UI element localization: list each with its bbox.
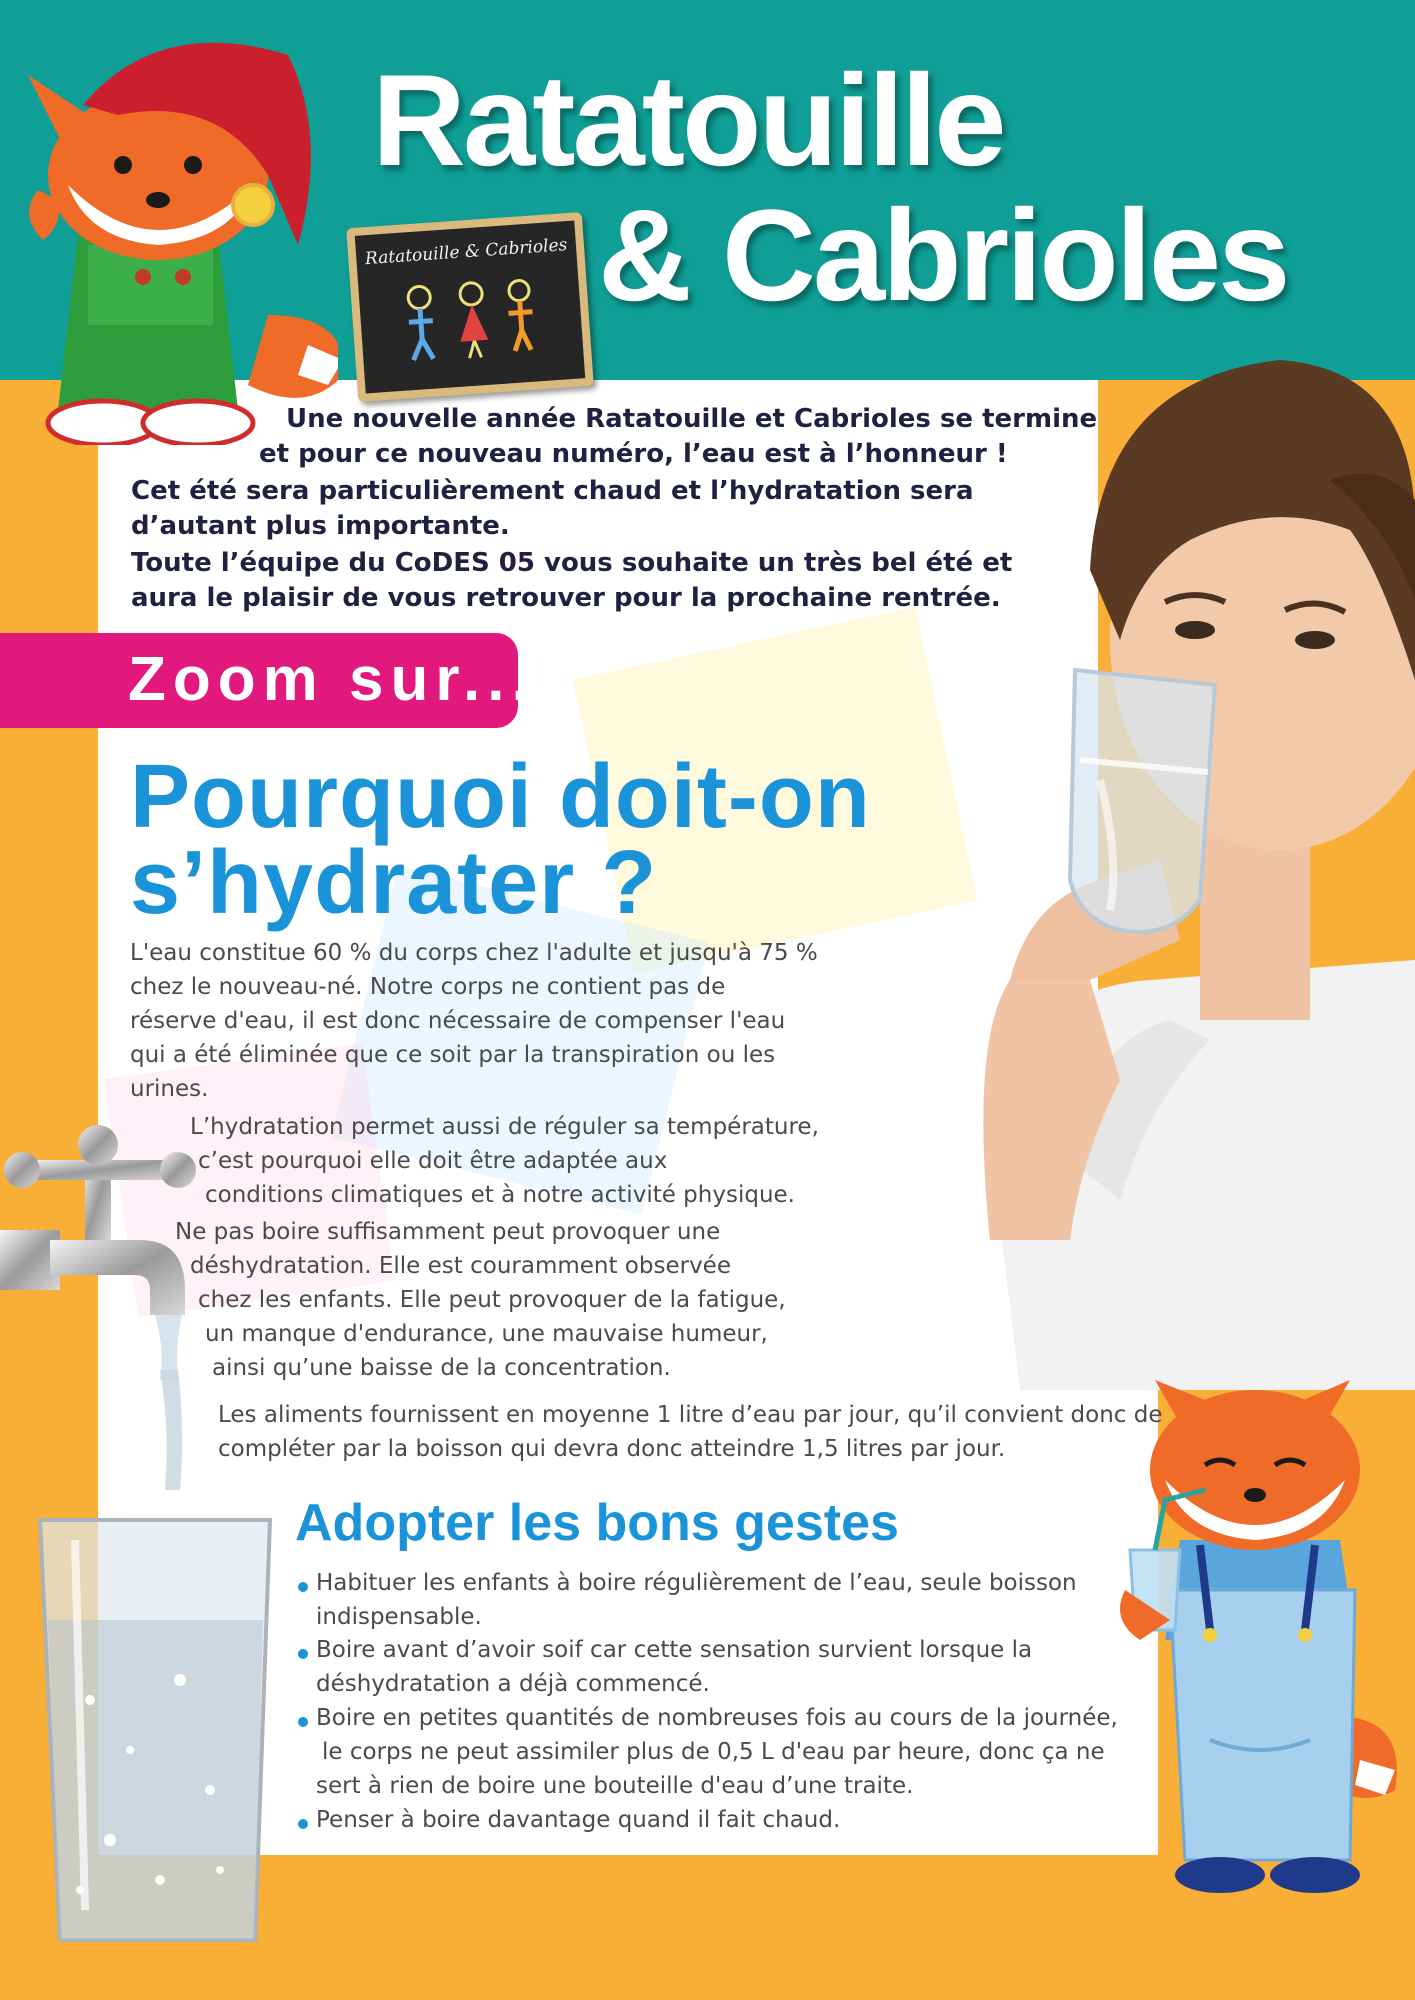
gestures-heading: Adopter les bons gestes: [295, 1494, 899, 1552]
article-title-line2: s’hydrater ?: [130, 833, 658, 933]
boy-drinking-illustration: [950, 340, 1415, 1390]
gesture-item-line: Habituer les enfants à boire régulièrement de l’eau, seule boisson: [316, 1570, 1077, 1596]
article-title-line1: Pourquoi doit-on: [130, 747, 871, 847]
fox-mascot-overalls: [1110, 1340, 1405, 1900]
gesture-item-line: Penser à boire davantage quand il fait chaud.: [316, 1807, 841, 1833]
paragraph-line: L’hydratation permet aussi de réguler sa température,: [190, 1114, 819, 1140]
gesture-item-line: sert à rien de boire une bouteille d'eau d’une traite.: [316, 1773, 914, 1799]
intro-line: aura le plaisir de vous retrouver pour la prochaine rentrée.: [131, 583, 1001, 613]
paragraph-line: Les aliments fournissent en moyenne 1 litre d’eau par jour, qu’il convient donc de: [218, 1402, 1163, 1428]
paragraph-line: Ne pas boire suffisamment peut provoquer une: [175, 1219, 721, 1245]
paragraph-line: compléter par la boisson qui devra donc atteindre 1,5 litres par jour.: [218, 1436, 1006, 1462]
paragraph-line: qui a été éliminée que ce soit par la transpiration ou les: [130, 1042, 776, 1068]
faucet-icon: [0, 1090, 200, 1380]
kids-drawing-icon: [378, 270, 564, 372]
paragraph-line: réserve d'eau, il est donc nécessaire de compenser l'eau: [130, 1008, 786, 1034]
intro-line: Cet été sera particulièrement chaud et l’hydratation sera: [131, 476, 974, 506]
paragraph-line: urines.: [130, 1076, 209, 1102]
paragraph-line: ainsi qu’une baisse de la concentration.: [212, 1355, 671, 1381]
gesture-item-line: indispensable.: [316, 1604, 482, 1630]
bullet-dot-icon: [298, 1649, 308, 1659]
gesture-item-line: Boire en petites quantités de nombreuses fois au cours de la journée,: [316, 1705, 1118, 1731]
paragraph-line: conditions climatiques et à notre activité physique.: [205, 1182, 795, 1208]
gesture-item-line: Boire avant d’avoir soif car cette sensation survient lorsque la: [316, 1637, 1033, 1663]
intro-line: d’autant plus importante.: [131, 511, 510, 541]
paragraph-line: déshydratation. Elle est couramment observée: [190, 1253, 731, 1279]
bullet-dot-icon: [298, 1582, 308, 1592]
paragraph-line: chez les enfants. Elle peut provoquer de la fatigue,: [198, 1287, 786, 1313]
chalkboard-logo-label: Ratatouille & Cabrioles: [364, 235, 568, 270]
paragraph-line: chez le nouveau-né. Notre corps ne contient pas de: [130, 974, 726, 1000]
chalkboard-logo: [346, 212, 594, 402]
bullet-dot-icon: [298, 1819, 308, 1829]
gesture-item-line: déshydratation a déjà commencé.: [316, 1671, 710, 1697]
zoom-banner-label: Zoom sur...: [128, 645, 536, 714]
intro-line: Une nouvelle année Ratatouille et Cabrioles se termine: [286, 404, 1098, 434]
masthead-title-line2: & Cabrioles: [598, 182, 1288, 328]
intro-line: Toute l’équipe du CoDES 05 vous souhaite un très bel été et: [131, 548, 1013, 578]
zoom-banner: [0, 633, 536, 728]
glass-of-water-icon: [20, 1370, 280, 1950]
paragraph-line: c’est pourquoi elle doit être adaptée aux: [198, 1148, 668, 1174]
bullet-dot-icon: [298, 1717, 308, 1727]
paragraph-line: un manque d'endurance, une mauvaise humeur,: [205, 1321, 768, 1347]
fox-mascot-cap: [8, 15, 338, 445]
intro-line: et pour ce nouveau numéro, l’eau est à l’honneur !: [259, 439, 1008, 469]
masthead-title-line1: Ratatouille: [372, 47, 1004, 193]
paragraph-line: L'eau constitue 60 % du corps chez l'adulte et jusqu'à 75 %: [130, 940, 818, 966]
gesture-item-line: le corps ne peut assimiler plus de 0,5 L d'eau par heure, donc ça ne: [322, 1739, 1105, 1765]
